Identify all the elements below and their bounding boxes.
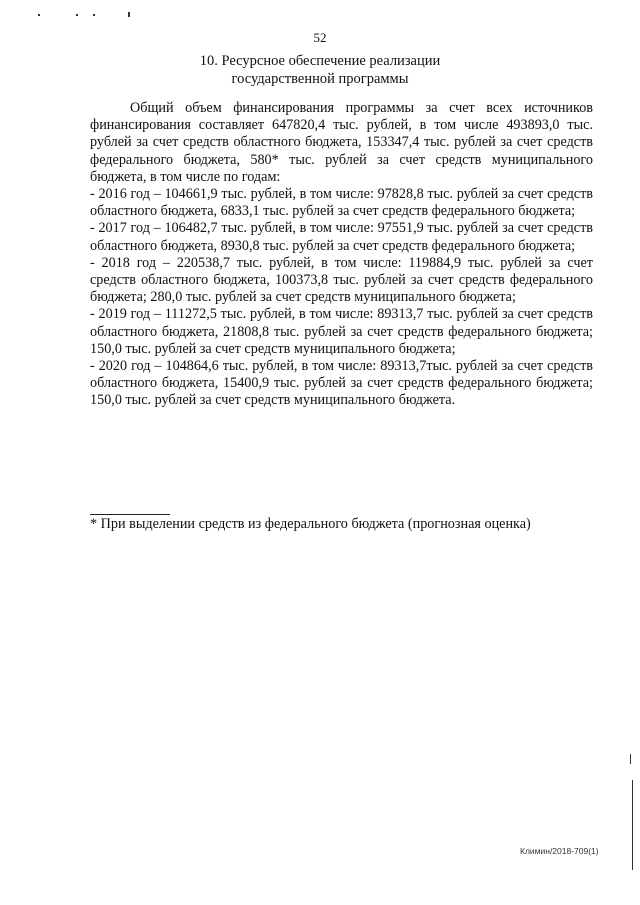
- page-number: 52: [313, 30, 327, 45]
- footnote: * При выделении средств из федерального бюджета (прогнозная оценка): [90, 516, 531, 532]
- paragraph-2020: - 2020 год – 104864,6 тыс. рублей, в том числе: 89313,7тыс. рублей за счет средств областного бюджета, 15400,9 тыс. рублей за счет средств федерального бюджета; 150,0 тыс. рублей за счет средств муниципального бюджета.: [90, 358, 593, 409]
- scan-mark: [630, 754, 631, 764]
- paragraph-2016: - 2016 год – 104661,9 тыс. рублей, в том числе: 97828,8 тыс. рублей за счет средств областного бюджета, 6833,1 тыс. рублей за счет средств федерального бюджета;: [90, 186, 593, 220]
- heading-line-2: государственной программы: [231, 71, 409, 87]
- paragraph-2018: - 2018 год – 220538,7 тыс. рублей, в том числе: 119884,9 тыс. рублей за счет средств областного бюджета, 100373,8 тыс. рублей за счет средств федерального бюджета; 280,0 тыс. рублей за счет средств муниципального бюджета;: [90, 254, 593, 306]
- scan-mark: [632, 780, 633, 870]
- body-text: [90, 100, 593, 410]
- scan-mark: [128, 12, 130, 17]
- heading-line-1: 10. Ресурсное обеспечение реализации: [199, 53, 441, 69]
- paragraph-2019: - 2019 год – 111272,5 тыс. рублей, в том числе: 89313,7 тыс. рублей за счет средств областного бюджета, 21808,8 тыс. рублей за счет средств федерального бюджета; 150,0 тыс. рублей за счет средств муниципального бюджета;: [90, 306, 593, 357]
- paragraph-2017: - 2017 год – 106482,7 тыс. рублей, в том числе: 97551,9 тыс. рублей за счет средств областного бюджета, 8930,8 тыс. рублей за счет средств федерального бюджета;: [90, 220, 593, 254]
- footnote-divider: [90, 514, 170, 515]
- scan-mark: [76, 14, 78, 16]
- scan-mark: [38, 14, 40, 16]
- section-heading: [0, 52, 640, 88]
- paragraph-intro: Общий объем финансирования программы за счет всех источников финансирования составляет 647820,4 тыс. рублей, в том числе 493893,0 тыс. рублей за счет средств областного бюджета, 153347,4 тыс. рублей за счет средств федерального бюджета, 580* тыс. рублей за счет средств муниципального бюджета, в том числе по годам:: [90, 100, 593, 185]
- scan-mark: [93, 14, 95, 16]
- document-stamp: Климин/2018-709(1): [520, 846, 599, 856]
